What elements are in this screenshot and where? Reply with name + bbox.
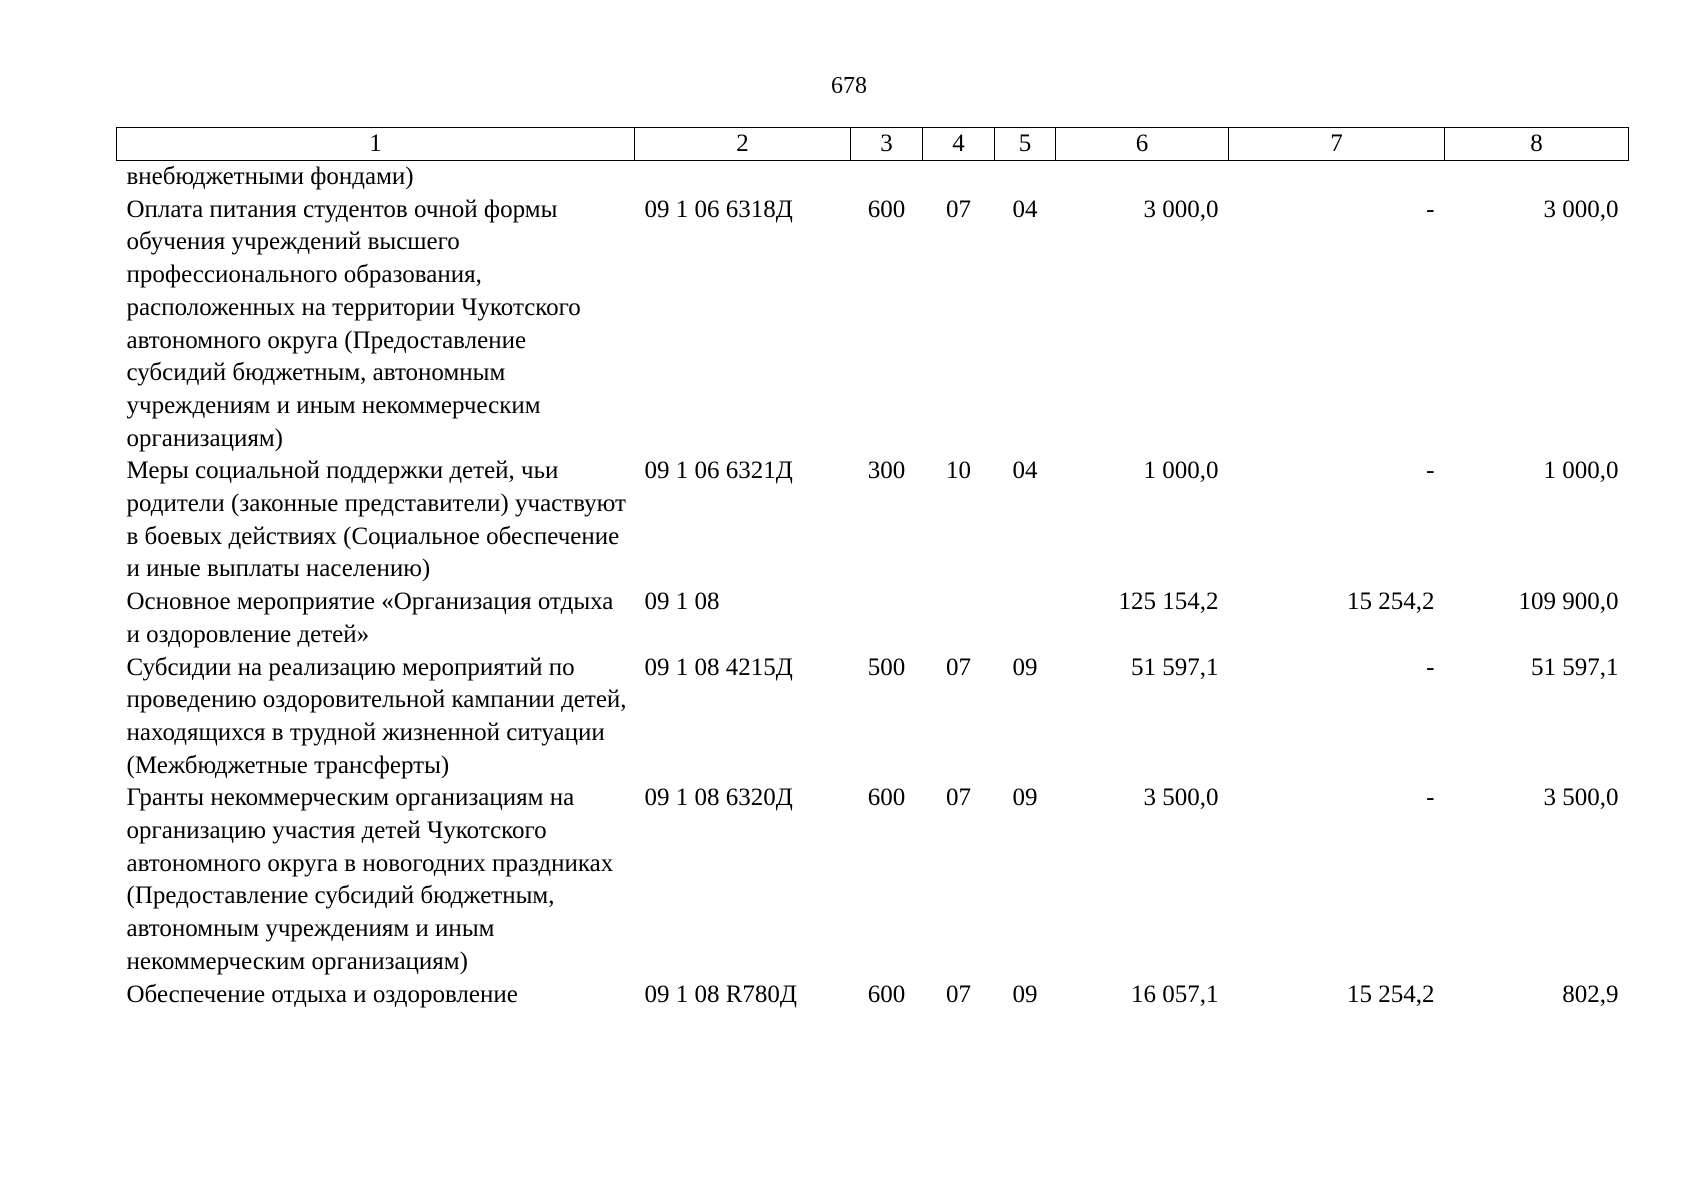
row-col6: 1 000,0 [1143,457,1219,485]
table-row [117,455,1629,586]
row-code: 09 1 08 4215Д [644,653,793,681]
budget-table [116,127,1629,1011]
table-row [117,161,1629,194]
row-name: Гранты некоммерческим организациям на организацию участия детей Чукотского автономного округа в новогодних праздниках (Предоставление субсидий бюджетным, автономным учреждениям и иным некоммерческим организациям) [126,784,614,975]
row-col4: 07 [946,195,971,223]
row-name: Основное мероприятие «Организация отдыха и оздоровление детей» [126,588,614,648]
row-col5: 09 [1012,784,1038,812]
row-col8: 3 500,0 [1543,784,1619,812]
row-code [635,161,851,194]
row-col8: 109 900,0 [1518,588,1619,616]
column-header-3: 3 [851,128,923,161]
row-name: Оплата питания студентов очной формы обучения учреждений высшего профессионального образования, расположенных на территории Чукотского автономного округа (Предоставление субсидий бюджетным, автономным учреждениям и иным некоммерческим организациям) [126,195,581,452]
row-code: 09 1 06 6321Д [644,457,793,485]
row-col3 [851,586,923,651]
row-col5 [995,161,1056,194]
row-col7: 15 254,2 [1347,588,1435,616]
row-col5 [995,586,1056,651]
row-name: внебюджетными фондами) [126,163,414,190]
row-col8: 51 597,1 [1531,653,1619,681]
row-col8: 3 000,0 [1543,195,1619,223]
row-col3: 500 [867,653,906,681]
row-col6: 51 597,1 [1131,653,1219,681]
row-col5: 04 [1012,457,1038,485]
row-col3: 300 [867,457,906,485]
row-col7: 15 254,2 [1347,980,1435,1008]
table-row [117,586,1629,651]
row-col4 [923,161,995,194]
row-code: 09 1 08 6320Д [644,784,793,812]
row-name: Обеспечение отдыха и оздоровление [126,980,518,1008]
row-name: Субсидии на реализацию мероприятий по проведению оздоровительной кампании детей, находящихся в трудной жизненной ситуации (Межбюджетные трансферты) [126,653,627,779]
row-col8: 802,9 [1562,980,1619,1008]
row-col3: 600 [867,195,906,223]
row-col6: 3 500,0 [1143,784,1219,812]
row-col4: 10 [946,457,971,485]
table-row [117,979,1629,1012]
row-col3: 600 [867,784,906,812]
row-col4 [923,586,995,651]
row-col4: 07 [946,980,971,1008]
column-header-2: 2 [635,128,851,161]
row-col8: 1 000,0 [1543,457,1619,485]
column-header-8: 8 [1445,128,1629,161]
row-col4: 07 [946,653,971,681]
table-row [117,652,1629,783]
row-col6: 125 154,2 [1118,588,1219,616]
row-col5: 09 [1012,980,1038,1008]
column-header-4: 4 [923,128,995,161]
row-col7 [1229,161,1445,194]
row-code: 09 1 06 6318Д [644,195,793,223]
row-col7: - [1426,457,1435,485]
row-col4: 07 [946,784,971,812]
page-number: 678 [831,73,867,99]
row-code: 09 1 08 R780Д [644,980,797,1008]
row-col7: - [1426,195,1435,223]
row-col6: 3 000,0 [1143,195,1219,223]
row-name: Меры социальной поддержки детей, чьи родители (законные представители) участвуют в боевых действиях (Социальное обеспечение и иные выплаты населению) [126,457,626,583]
column-header-5: 5 [995,128,1056,161]
row-col7: - [1426,653,1435,681]
row-code: 09 1 08 [644,588,720,616]
row-col6 [1056,161,1229,194]
row-col5: 04 [1012,195,1038,223]
row-col3: 600 [867,980,906,1008]
row-col5: 09 [1012,653,1038,681]
header-row [117,128,1629,161]
table-row [117,782,1629,978]
row-col7: - [1426,784,1435,812]
column-header-6: 6 [1056,128,1229,161]
table-row [117,194,1629,456]
column-header-7: 7 [1229,128,1445,161]
row-col3 [851,161,923,194]
row-col8 [1445,161,1629,194]
row-col6: 16 057,1 [1131,980,1219,1008]
column-header-1: 1 [117,128,635,161]
